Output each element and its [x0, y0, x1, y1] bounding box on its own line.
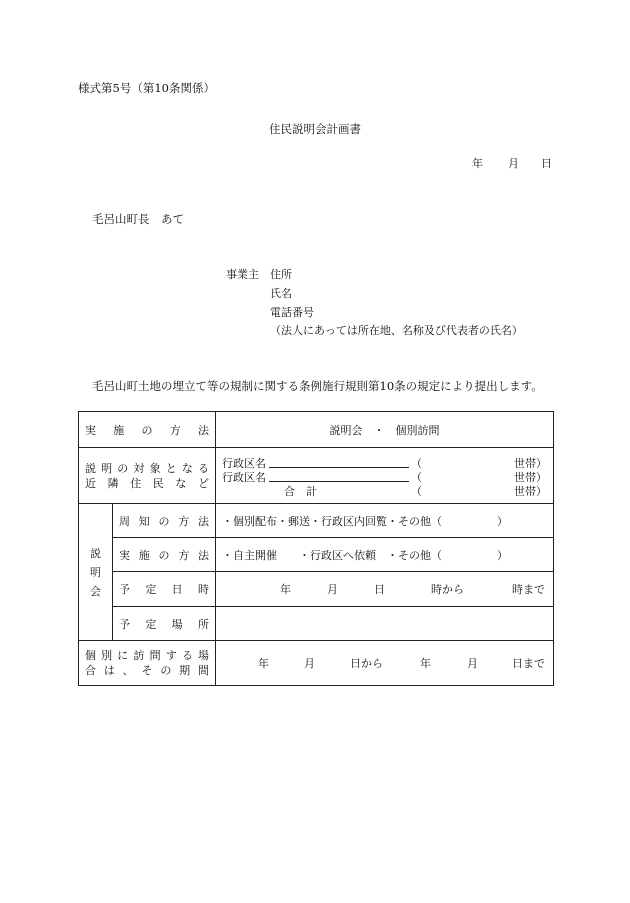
applicant-phone-label: 電話番号 — [270, 306, 314, 319]
place-label: 予定場所 — [113, 607, 216, 641]
period-year-1: 年 — [258, 657, 269, 670]
area-name-label: 行政区名 — [222, 470, 266, 484]
target-row — [79, 448, 554, 504]
applicant-name-label: 氏名 — [270, 287, 292, 300]
place-value — [216, 607, 554, 641]
period-from: 日から — [350, 657, 383, 670]
target-label-line1: 説明の対象となる — [85, 461, 209, 475]
notice-label: 周知の方法 — [113, 504, 216, 538]
applicant-note: （法人にあっては所在地、名称及び代表者の氏名） — [270, 324, 523, 337]
area-total-row — [222, 483, 547, 497]
area-row-1 — [222, 455, 547, 469]
paren-open: （ — [411, 456, 422, 470]
paren-open: （ — [411, 470, 422, 484]
schedule-day: 日 — [374, 583, 385, 596]
method-value: 説明会 ・ 個別訪問 — [216, 412, 554, 448]
schedule-to: 時まで — [512, 583, 545, 596]
target-label-line2: 近隣住民など — [85, 476, 209, 490]
period-year-2: 年 — [420, 657, 431, 670]
area-name-underline — [269, 467, 409, 468]
notice-value: ・個別配布・郵送・行政区内回覧・その他（ ） — [216, 504, 554, 538]
schedule-row — [79, 572, 554, 607]
visit-row — [79, 641, 554, 686]
period-month-1: 月 — [304, 657, 315, 670]
period-month-2: 月 — [467, 657, 478, 670]
plan-table — [78, 411, 554, 686]
visit-label-line1: 個別に訪問する場 — [85, 649, 209, 662]
households-label: 世帯） — [514, 456, 547, 470]
schedule-value — [216, 572, 554, 607]
area-name-underline — [269, 481, 409, 482]
schedule-label: 予定日時 — [113, 572, 216, 607]
impl-row — [79, 538, 554, 572]
period-to: 日まで — [512, 657, 545, 670]
method-label: 実施の方法 — [79, 412, 216, 448]
visit-label — [79, 641, 216, 686]
document-title: 住民説明会計画書 — [269, 122, 361, 136]
schedule-month: 月 — [327, 583, 338, 596]
applicant-heading: 事業主 — [226, 268, 259, 281]
area-name-label: 行政区名 — [222, 456, 266, 470]
total-label: 合 計 — [284, 484, 317, 498]
date-day-label: 日 — [541, 157, 552, 170]
schedule-from: 時から — [431, 583, 464, 596]
place-row — [79, 607, 554, 641]
households-label: 世帯） — [514, 484, 547, 498]
impl-label: 実施の方法 — [113, 538, 216, 572]
paren-open: （ — [411, 484, 422, 498]
visit-label-line2: 合は、その期間 — [85, 664, 209, 677]
area-row-2 — [222, 469, 547, 483]
target-label — [79, 448, 216, 504]
date-year-label: 年 — [472, 157, 483, 170]
submission-statement: 毛呂山町土地の埋立て等の規制に関する条例施行規則第10条の規定により提出します。 — [92, 379, 543, 393]
schedule-year: 年 — [280, 583, 291, 596]
notice-row — [79, 504, 554, 538]
impl-value: ・自主開催 ・行政区へ依頼 ・その他（ ） — [216, 538, 554, 572]
meeting-label: 説 明 会 — [79, 504, 113, 641]
method-row — [79, 412, 554, 448]
visit-period — [216, 641, 554, 686]
addressee: 毛呂山町長 あて — [92, 212, 184, 226]
households-label: 世帯） — [514, 470, 547, 484]
date-month-label: 月 — [508, 157, 519, 170]
target-areas — [216, 448, 554, 504]
applicant-address-label: 住所 — [270, 268, 292, 281]
form-number: 様式第5号（第10条関係） — [78, 81, 215, 95]
